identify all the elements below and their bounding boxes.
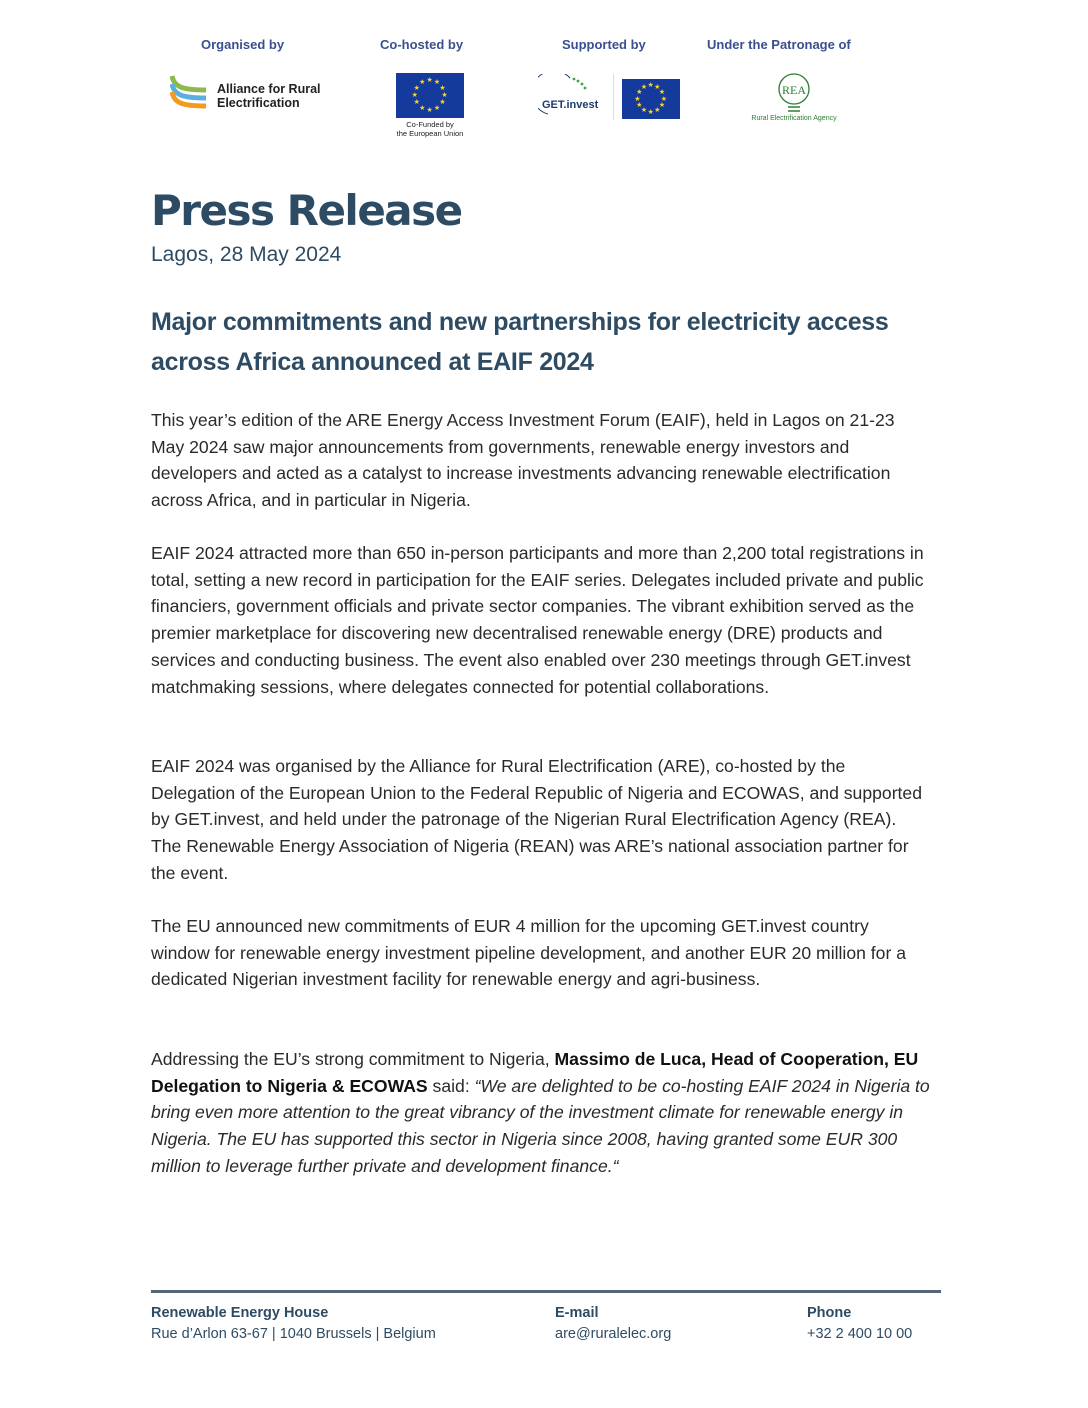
- page-title: Press Release: [151, 186, 462, 235]
- eu-star-icon: ★: [640, 84, 648, 92]
- paragraph-4: The EU announced new commitments of EUR 4 million for the upcoming GET.invest country window for renewable energy investment pipeline development, and another EUR 20 million for a dedicated Nigerian investment facility for renewable energy and agri-business.: [151, 916, 907, 990]
- eu-star-icon: ★: [654, 106, 661, 114]
- are-logo-line-1: Alliance for Rural: [217, 82, 321, 96]
- eu-star-icon: ★: [636, 88, 643, 96]
- organised-by-label: Organised by: [201, 37, 285, 52]
- eu-star-icon: ★: [413, 84, 420, 92]
- eu-star-icon: ★: [426, 106, 433, 114]
- eu-star-icon: ★: [419, 104, 426, 112]
- quote-intro: Addressing the EU’s strong commitment to Nigeria,: [151, 1049, 555, 1069]
- paragraph-5: [151, 1046, 931, 1180]
- eu-star-icon: ★: [658, 102, 666, 110]
- eu-flag-support: [622, 79, 680, 119]
- eu-star-icon: ★: [439, 99, 446, 107]
- footer-phone[interactable]: +32 2 400 10 00: [807, 1326, 913, 1342]
- footer-address: Rue d’Arlon 63-67 | 1040 Brussels | Belgium: [151, 1326, 436, 1342]
- eu-star-icon: ★: [636, 102, 643, 110]
- patronage-label: Under the Patronage of: [707, 37, 851, 52]
- eu-star-icon: ★: [658, 88, 666, 96]
- eu-cofunded-caption: [388, 120, 472, 138]
- eu-star-icon: ★: [433, 79, 441, 87]
- footer-address-label: Renewable Energy House: [151, 1305, 329, 1321]
- eu-caption-line-2: the European Union: [396, 129, 464, 138]
- eu-flag-cohost: [396, 73, 464, 118]
- paragraph-3: EAIF 2024 was organised by the Alliance for Rural Electrification (ARE), co-hosted by the Delegation of the European Union to the Federal Republic of Nigeria and ECOWAS, and supported by GET.invest, and held under the patronage of the Nigerian Rural Electrification Agency (REA). The Renewable Energy Association of Nigeria (REAN) was ARE’s national association partner for the event.: [151, 756, 923, 883]
- eu-star-icon: ★: [647, 108, 654, 116]
- are-logo-text: [217, 82, 321, 110]
- paragraph-1: This year’s edition of the ARE Energy Access Investment Forum (EAIF), held in Lagos on 21-23 May 2024 saw major announcements from governments, renewable energy investors and developers and acted as a catalyst to increase investments advancing renewable electrification across Africa, and in particular in Nigeria.: [151, 410, 895, 511]
- footer-divider: [151, 1290, 941, 1293]
- quote-said: said:: [427, 1075, 475, 1096]
- eu-star-icon: ★: [426, 77, 433, 85]
- rea-logo-text: REA: [782, 83, 806, 97]
- eu-star-icon: ★: [640, 106, 648, 114]
- eu-star-icon: ★: [419, 79, 426, 87]
- eu-star-icon: ★: [439, 84, 446, 92]
- eu-star-icon: ★: [634, 95, 641, 103]
- are-waves-icon: [170, 74, 210, 114]
- paragraph-2: EAIF 2024 attracted more than 650 in-person participants and more than 2,200 total registrations in total, setting a new record in participation for the EAIF series. Delegates included private and public financiers, government officials and private sector companies. The vibrant exhibition served as the premier marketplace for discovering new decentralised renewable energy (DRE) products and services and conducting business. The event also enabled over 230 meetings through GET.invest matchmaking sessions, where delegates connected for potential collaborations.: [151, 543, 924, 697]
- eu-caption-line-1: Co-Funded by: [406, 120, 454, 129]
- eu-star-icon: ★: [654, 84, 661, 92]
- are-logo-line-2: Electrification: [217, 96, 300, 110]
- speaker-name: Massimo de Luca, Head of Cooperation, EU Delegation to Nigeria & ECOWAS: [151, 1049, 919, 1096]
- cohosted-by-label: Co-hosted by: [380, 37, 464, 52]
- eu-star-icon: ★: [660, 95, 667, 103]
- footer-phone-label: Phone: [807, 1305, 852, 1321]
- rea-logo: [748, 72, 840, 128]
- supported-by-label: Supported by: [562, 37, 646, 52]
- eu-star-icon: ★: [411, 92, 418, 99]
- dateline: Lagos, 28 May 2024: [151, 243, 342, 266]
- footer-email-label: E-mail: [555, 1305, 599, 1321]
- eu-star-icon: ★: [433, 104, 441, 112]
- headline: Major commitments and new partnerships for electricity access across Africa announced at EAIF 2024: [151, 308, 889, 376]
- getinvest-logo-text: GET.invest: [542, 99, 599, 111]
- quote-text: “We are delighted to be co-hosting EAIF 2024 in Nigeria to bring even more attention to the great vibrancy of the investment climate for renewable energy in Nigeria. The EU has supported this sector in Nigeria since 2008, having granted some EUR 300 million to leverage further private and development finance.“: [151, 1075, 930, 1176]
- are-logo: [170, 74, 340, 114]
- eu-star-icon: ★: [441, 92, 448, 99]
- getinvest-arc-icon: [538, 74, 608, 120]
- eu-star-icon: ★: [413, 99, 420, 107]
- getinvest-logo: [538, 74, 608, 120]
- rea-caption: Rural Electrification Agency: [751, 115, 837, 122]
- logo-divider: [613, 74, 614, 120]
- eu-star-icon: ★: [647, 82, 654, 90]
- footer-email-link[interactable]: are@ruralelec.org: [555, 1326, 672, 1342]
